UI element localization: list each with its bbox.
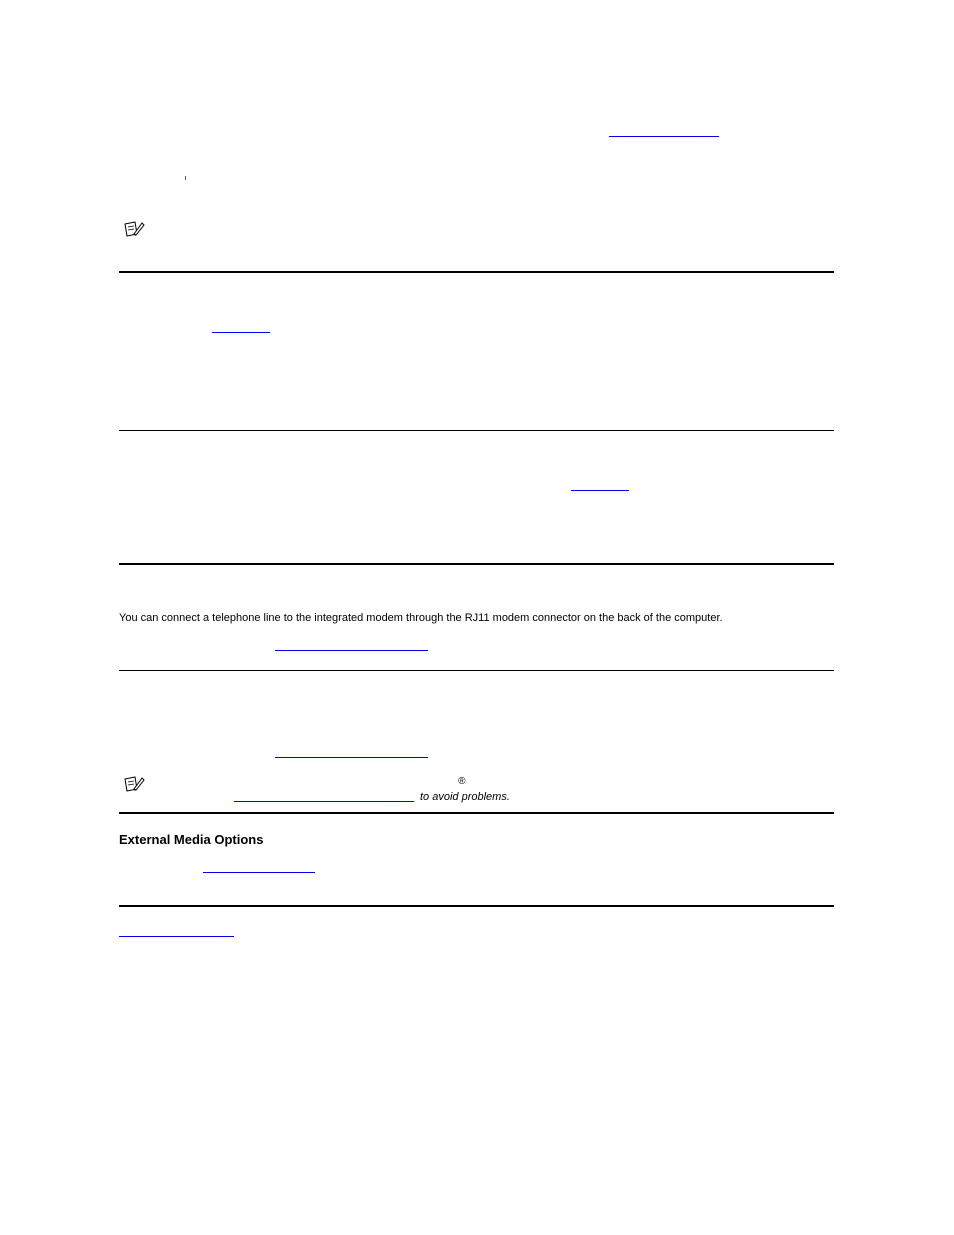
registered-mark: ® — [458, 776, 466, 787]
section-divider — [119, 271, 834, 273]
section-divider — [119, 812, 834, 814]
modem-body-text: You can connect a telephone line to the integrated modem through the RJ11 modem connector on the back of the computer. — [119, 612, 723, 624]
modem-link[interactable] — [275, 650, 428, 651]
section-divider — [119, 670, 834, 671]
top-link[interactable] — [609, 136, 719, 137]
stray-mark — [185, 176, 186, 180]
section-divider — [119, 563, 834, 565]
external-media-link[interactable] — [203, 872, 315, 873]
section-link[interactable] — [571, 490, 629, 491]
note-tail-text: to avoid problems. — [420, 791, 510, 803]
section-link[interactable] — [212, 332, 270, 333]
note-pencil-icon — [123, 775, 145, 793]
section-divider — [119, 905, 834, 907]
bottom-link[interactable] — [119, 936, 234, 937]
note-link[interactable] — [234, 801, 414, 802]
external-media-heading: External Media Options — [119, 832, 264, 847]
section-link[interactable] — [275, 757, 428, 758]
section-divider — [119, 430, 834, 431]
note-pencil-icon — [123, 220, 145, 238]
